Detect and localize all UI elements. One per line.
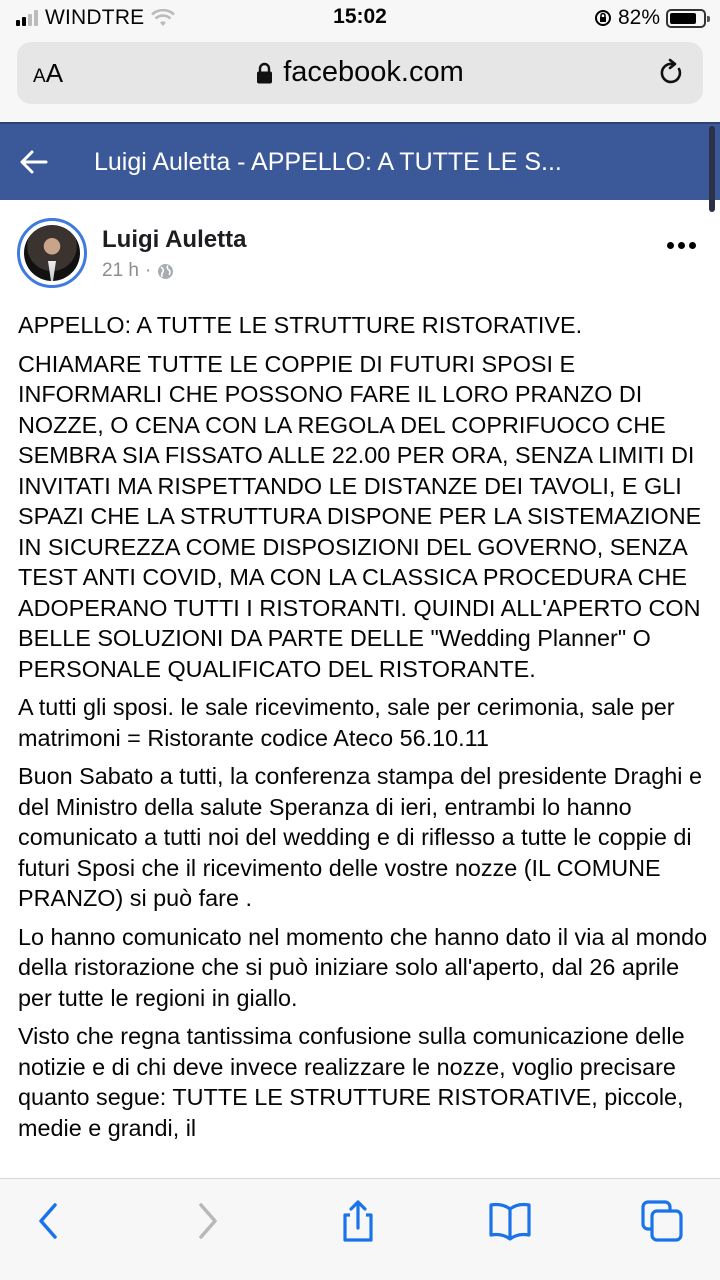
post-paragraph: Lo hanno comunicato nel momento che hanno dato il via al mondo della ristorazione che si può iniziare solo all'aperto, dal 26 aprile per tutte le regioni in giallo. [18, 923, 708, 1011]
profile-photo [24, 225, 80, 281]
post-paragraph: CHIAMARE TUTTE LE COPPIE DI FUTURI SPOSI E INFORMARLI CHE POSSONO FARE IL LORO PRANZO DI NOZZE, O CENA CON LA REGOLA DEL COPRIFUOCO CHE SEMBRA SIA FISSATO ALLE 22.00 PER ORA, SENZA LIMITI DI INVITATI MA RISPETTANDO LE DISTANZE DEI TAVOLI, E GLI SPAZI CHE LA STRUTTURA DISPONE PER LA SISTEMAZIONE IN SICUREZZA COME DISPOSIZIONI DEL GOVERNO, SENZA TEST ANTI COVID, MA CON LA CLASSICA PROCEDURA CHE ADOPERANO TUTTI I RISTORANTI. QUINDI ALL'APERTO CON BELLE SOLUZIONI DA PARTE DELLE "Wedding Planner" O PERSONALE QUALIFICATO DEL RISTORANTE. [18, 350, 702, 682]
scrollbar[interactable] [709, 126, 715, 212]
text-size-button[interactable]: AA [33, 58, 64, 88]
meta-separator: · [144, 260, 152, 281]
reload-icon[interactable] [657, 58, 687, 88]
browser-address-area [0, 38, 720, 122]
post-paragraph: Visto che regna tantissima confusione sulla comunicazione delle notizie e di chi deve invece realizzare le nozze, voglio precisare quanto segue: TUTTE LE STRUTTURE RISTORATIVE, piccole, medie e grandi, il [18, 1023, 685, 1141]
post-time[interactable]: 21 h [102, 260, 139, 281]
back-button[interactable] [28, 1199, 72, 1243]
address-bar[interactable] [17, 42, 703, 104]
post-paragraph: Buon Sabato a tutti, la conferenza stampa del presidente Draghi e del Ministro della salute Speranza di ieri, entrambi lo hanno comunicato a tutti noi del wedding e di riflesso a tutte le coppie di futuri Sposi che il ricevimento delle vostre nozze (IL COMUNE PRANZO) si può fare . [18, 763, 702, 911]
tabs-button[interactable] [640, 1199, 684, 1243]
carrier-name: WINDTRE [45, 6, 145, 29]
post-paragraph: A tutti gli sposi. le sale ricevimento, sale per cerimonia, sale per matrimoni = Ristorante codice Ateco 56.10.11 [18, 694, 675, 751]
status-bar [0, 0, 720, 38]
orientation-lock-icon [594, 9, 612, 27]
author-name[interactable]: Luigi Auletta [102, 226, 247, 253]
browser-toolbar [0, 1178, 720, 1280]
battery-percent: 82% [617, 6, 660, 29]
post-meta [102, 260, 174, 282]
page-title: Luigi Auletta - APPELLO: A TUTTE LE S... [94, 148, 562, 176]
lock-icon [256, 62, 273, 84]
share-button[interactable] [336, 1199, 380, 1243]
post-header [0, 210, 720, 300]
post-body [18, 310, 708, 1151]
clock: 15:02 [333, 5, 387, 28]
avatar[interactable] [17, 218, 87, 288]
post-paragraph: APPELLO: A TUTTE LE STRUTTURE RISTORATIVE. [18, 312, 583, 338]
url-text[interactable]: facebook.com [283, 56, 464, 88]
more-options-icon[interactable] [667, 242, 696, 249]
bookmarks-button[interactable] [488, 1199, 532, 1243]
globe-icon [157, 263, 174, 280]
forward-button[interactable] [184, 1199, 228, 1243]
facebook-header [0, 122, 720, 200]
back-arrow-icon[interactable] [18, 146, 50, 178]
battery-icon [666, 9, 706, 28]
